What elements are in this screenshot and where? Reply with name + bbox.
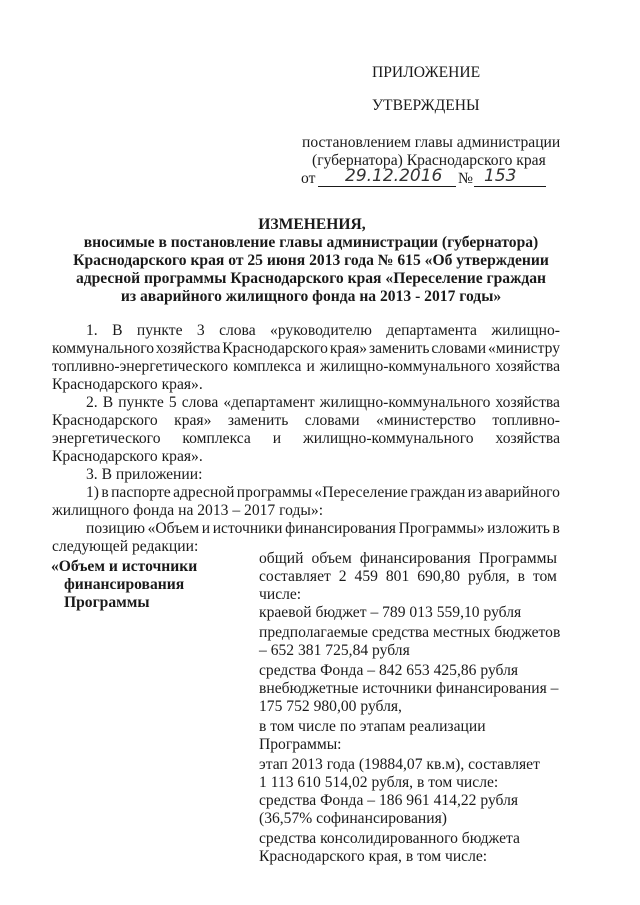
table-right-line: 1 113 610 514,02 рубля, в том числе: — [259, 774, 499, 791]
word: финансирования — [285, 520, 396, 537]
word: хозяйства — [495, 430, 560, 447]
word: словами — [431, 340, 487, 357]
table-right-line: этап 2013 года (19884,07 кв.м), составляет — [259, 756, 540, 773]
decree-line-2: (губернатора) Краснодарского края — [312, 152, 546, 169]
table-right-line: средства Фонда – 842 653 425,86 рубля — [259, 662, 519, 679]
paragraph-1-line: Краснодарского края». — [52, 376, 203, 393]
table-right-line: – 652 381 725,84 рубля — [259, 642, 410, 659]
word: финансирования — [359, 550, 471, 567]
word: коммунального — [52, 340, 155, 357]
word: «министерство — [376, 412, 476, 429]
word: топливно- — [492, 412, 560, 429]
date-value: 29.12.2016 — [345, 166, 443, 186]
word: жилищно-коммунального — [319, 394, 491, 411]
table-right-line: числе: — [259, 586, 302, 603]
subparagraph-1-line: жилищного фонда на 2013 – 2017 годы»: — [52, 502, 324, 519]
word: пункте — [136, 322, 183, 339]
word: В — [112, 322, 123, 339]
word: жилищно-коммунального — [319, 358, 491, 375]
word: «руководителю — [270, 322, 372, 339]
word: 459 — [354, 568, 378, 585]
date-prefix: от — [301, 170, 316, 187]
word: края» — [174, 412, 212, 429]
table-right-line: Краснодарского края, в том числе: — [259, 848, 488, 865]
word: заменить — [368, 340, 430, 357]
word: и — [201, 520, 211, 537]
position-paragraph-line: следующей редакции: — [52, 538, 199, 555]
word: Краснодарского — [222, 340, 328, 357]
table-right-line: средства консолидированного бюджета — [259, 830, 520, 847]
word: «Объем — [147, 520, 200, 537]
word: жилищно-коммунального — [302, 430, 474, 447]
word: комплекса — [233, 358, 302, 375]
word: хозяйства — [495, 358, 560, 375]
word: изложить — [487, 520, 550, 537]
date-underline — [318, 186, 456, 187]
word: 2 — [338, 568, 347, 585]
table-right-line: краевой бюджет – 789 013 559,10 рубля — [259, 604, 522, 621]
word: «департамент — [223, 394, 315, 411]
word: том — [532, 568, 557, 585]
word: энергетического — [52, 430, 161, 447]
word: «Переселение — [314, 484, 408, 501]
word: общий — [259, 550, 304, 567]
word: Программы — [478, 550, 557, 567]
word: объем — [311, 550, 352, 567]
word: 1. — [86, 322, 98, 339]
word: хозяйства — [495, 394, 560, 411]
word: в — [552, 520, 560, 537]
table-left-label: финансирования — [64, 576, 185, 593]
position-paragraph-line — [86, 520, 560, 538]
table-right-line: 175 752 980,00 рубля, — [259, 698, 402, 715]
approved-label: УТВЕРЖДЕНЫ — [372, 97, 480, 114]
decree-line-1: постановлением главы администрации — [302, 134, 561, 151]
word: составляет — [259, 568, 331, 585]
paragraph-3: 3. В приложении: — [86, 466, 203, 483]
word: словами — [304, 412, 360, 429]
subparagraph-1-line — [86, 484, 560, 502]
paragraph-1-line — [52, 358, 560, 376]
table-left-label: Программы — [64, 594, 150, 611]
title-line: из аварийного жилищного фонда на 2013 - 2017 годы» — [120, 288, 502, 305]
word: и — [306, 358, 315, 375]
word: Программы» — [398, 520, 485, 537]
word: слова — [219, 322, 256, 339]
word: 3 — [196, 322, 205, 339]
word: 1) — [86, 484, 99, 501]
word: пункте — [118, 394, 164, 411]
paragraph-1-line — [86, 322, 560, 340]
table-right-line: Программы: — [259, 736, 342, 753]
word: граждан — [410, 484, 466, 501]
word: в — [517, 568, 525, 585]
word: слова — [181, 394, 219, 411]
word: аварийного — [484, 484, 560, 501]
paragraph-2-line: Краснодарского края». — [52, 448, 203, 465]
paragraph-1-line — [52, 340, 560, 358]
word: 2. — [86, 394, 98, 411]
table-left-label: «Объем и источники — [51, 558, 198, 575]
table-right-line: предполагаемые средства местных бюджетов — [259, 624, 561, 641]
number-underline — [474, 186, 546, 187]
word: заменить — [227, 412, 289, 429]
word: источники — [212, 520, 283, 537]
word: топливно-энергетического — [52, 358, 229, 375]
word: паспорте — [111, 484, 171, 501]
word: 5 — [168, 394, 177, 411]
word: хозяйства — [155, 340, 221, 357]
word: В — [102, 394, 114, 411]
title-line: Краснодарского края от 25 июня 2013 года № 615 «Об утверждении — [73, 252, 549, 269]
paragraph-2-line — [86, 394, 560, 412]
word: «министру — [487, 340, 560, 357]
word: 801 — [385, 568, 410, 585]
word: департамента — [386, 322, 477, 339]
table-right-line: внебюджетные источники финансирования – — [259, 680, 559, 697]
word: программы — [236, 484, 313, 501]
word: жилищно- — [491, 322, 560, 339]
number-value: 153 — [484, 166, 517, 186]
word: Краснодарского — [52, 412, 158, 429]
title-line: адресной программы Краснодарского края «Переселение граждан — [75, 270, 547, 287]
table-right-line: в том числе по этапам реализации — [259, 718, 486, 735]
word: 690,80 — [417, 568, 461, 585]
document-title: ИЗМЕНЕНИЯ, — [258, 216, 366, 233]
paragraph-2-line — [52, 430, 560, 448]
table-right-line — [259, 568, 557, 586]
word: в — [101, 484, 109, 501]
paragraph-2-line — [52, 412, 560, 430]
word: из — [467, 484, 483, 501]
word: рубля, — [468, 568, 510, 585]
table-right-line — [259, 550, 557, 568]
word: адресной — [173, 484, 235, 501]
table-right-line: (36,57% софинансирования) — [259, 810, 447, 827]
word: и — [272, 430, 282, 447]
table-right-line: средства Фонда – 186 961 414,22 рубля — [259, 792, 519, 809]
title-line: вносимые в постановление главы администрации (губернатора) — [83, 234, 539, 251]
word: позицию — [86, 520, 145, 537]
number-prefix: № — [458, 170, 473, 187]
word: комплекса — [182, 430, 251, 447]
word: края» — [329, 340, 368, 357]
appendix-label: ПРИЛОЖЕНИЕ — [372, 64, 481, 81]
